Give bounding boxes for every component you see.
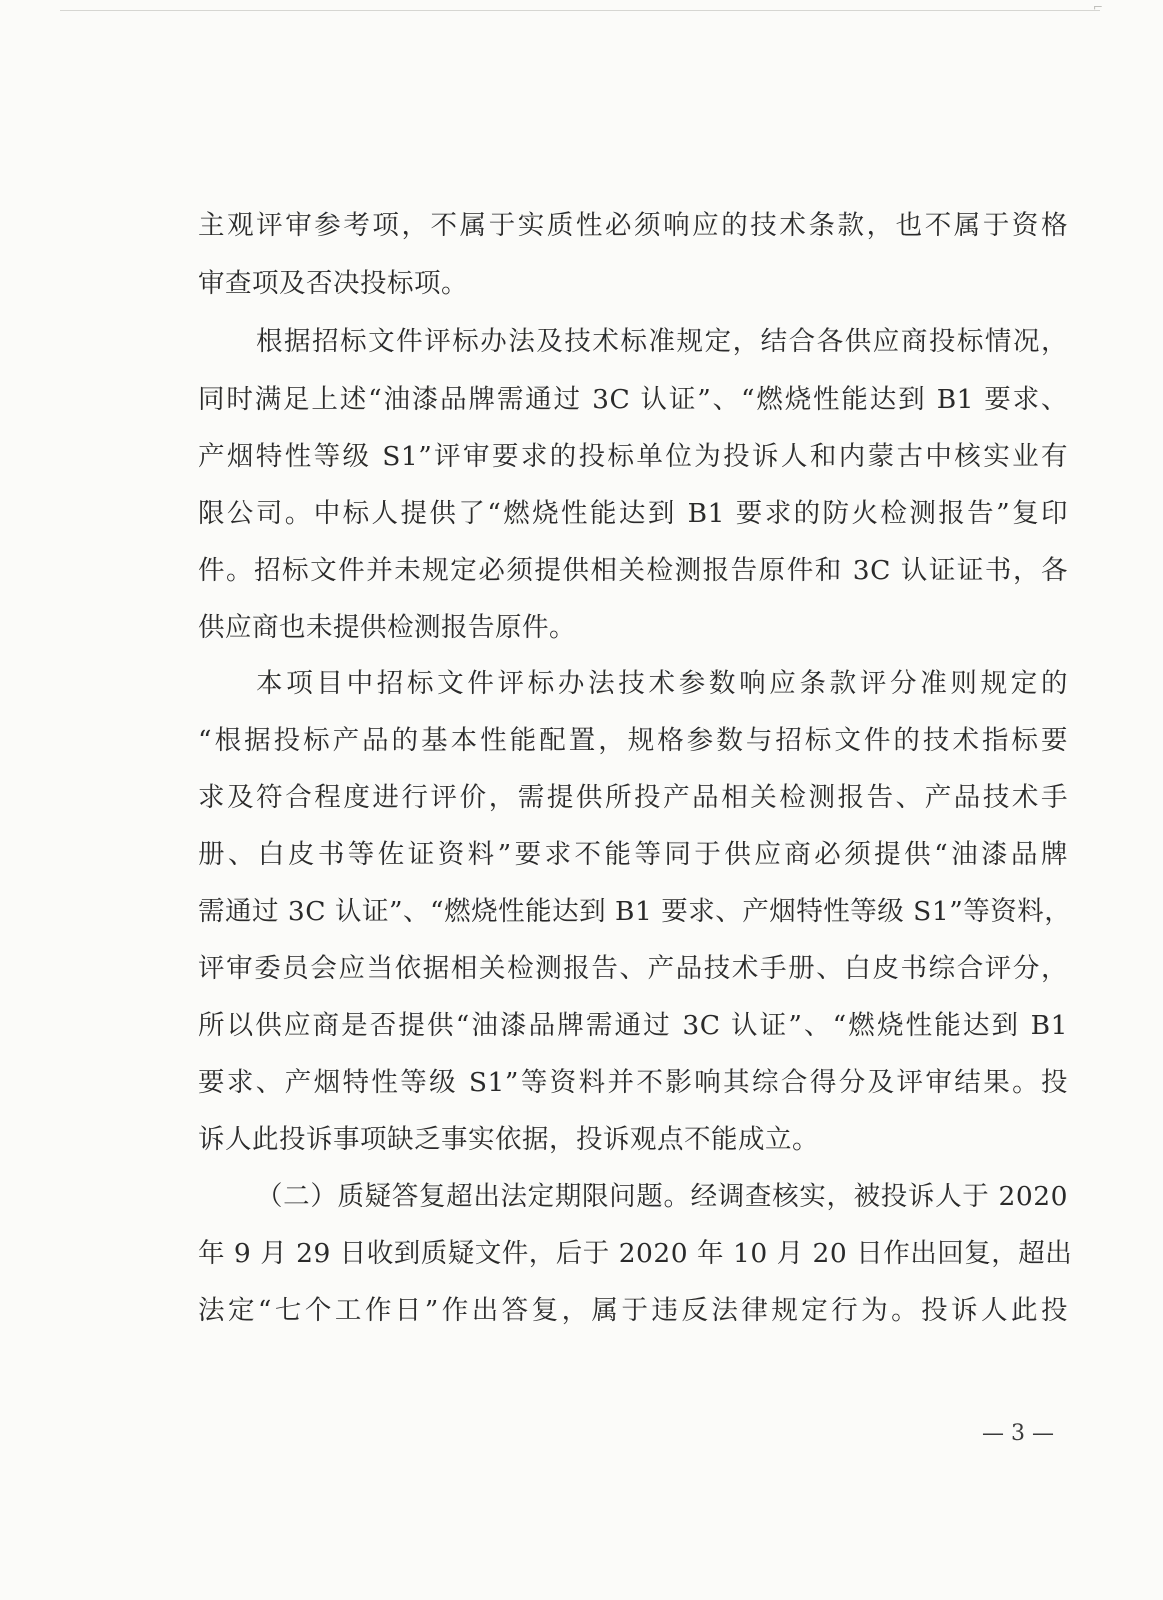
body-line-4: 同时满足上述“油漆品牌需通过 3C 认证”、“燃烧性能达到 B1 要求、	[198, 384, 1068, 415]
body-line-9: 本项目中招标文件评标办法技术参数响应条款评分准则规定的	[256, 668, 1068, 699]
body-line-12: 册、白皮书等佐证资料”要求不能等同于供应商必须提供“油漆品牌	[198, 839, 1068, 870]
page-top-edge-rule	[60, 10, 1100, 11]
body-line-11: 求及符合程度进行评价，需提供所投产品相关检测报告、产品技术手	[198, 782, 1068, 813]
body-line-8: 供应商也未提供检测报告原件。	[198, 612, 576, 643]
body-line-14: 评审委员会应当依据相关检测报告、产品技术手册、白皮书综合评分，	[198, 953, 1068, 984]
body-line-1: 主观评审参考项，不属于实质性必须响应的技术条款，也不属于资格	[198, 210, 1068, 241]
body-line-15: 所以供应商是否提供“油漆品牌需通过 3C 认证”、“燃烧性能达到 B1	[198, 1010, 1068, 1041]
body-line-16: 要求、产烟特性等级 S1”等资料并不影响其综合得分及评审结果。投	[198, 1067, 1068, 1098]
body-line-2: 审查项及否决投标项。	[198, 268, 468, 299]
body-line-10: “根据投标产品的基本性能配置，规格参数与招标文件的技术指标要	[198, 725, 1068, 756]
body-line-20: 法定“七个工作日”作出答复，属于违反法律规定行为。投诉人此投	[198, 1295, 1068, 1326]
body-line-19: 年 9 月 29 日收到质疑文件，后于 2020 年 10 月 20 日作出回复，超出	[198, 1238, 1073, 1269]
body-line-17: 诉人此投诉事项缺乏事实依据，投诉观点不能成立。	[198, 1124, 819, 1155]
body-line-13: 需通过 3C 认证”、“燃烧性能达到 B1 要求、产烟特性等级 S1”等资料，	[198, 896, 1072, 927]
corner-scan-mark: ⌐	[1092, 0, 1103, 14]
body-line-6: 限公司。中标人提供了“燃烧性能达到 B1 要求的防火检测报告”复印	[198, 498, 1068, 529]
body-line-5: 产烟特性等级 S1”评审要求的投标单位为投诉人和内蒙古中核实业有	[198, 441, 1068, 472]
page-number: — 3 —	[982, 1421, 1054, 1446]
body-line-18: （二）质疑答复超出法定期限问题。经调查核实，被投诉人于 2020	[256, 1181, 1068, 1212]
body-line-3: 根据招标文件评标办法及技术标准规定，结合各供应商投标情况，	[256, 326, 1068, 357]
body-line-7: 件。招标文件并未规定必须提供相关检测报告原件和 3C 认证证书，各	[198, 555, 1068, 586]
